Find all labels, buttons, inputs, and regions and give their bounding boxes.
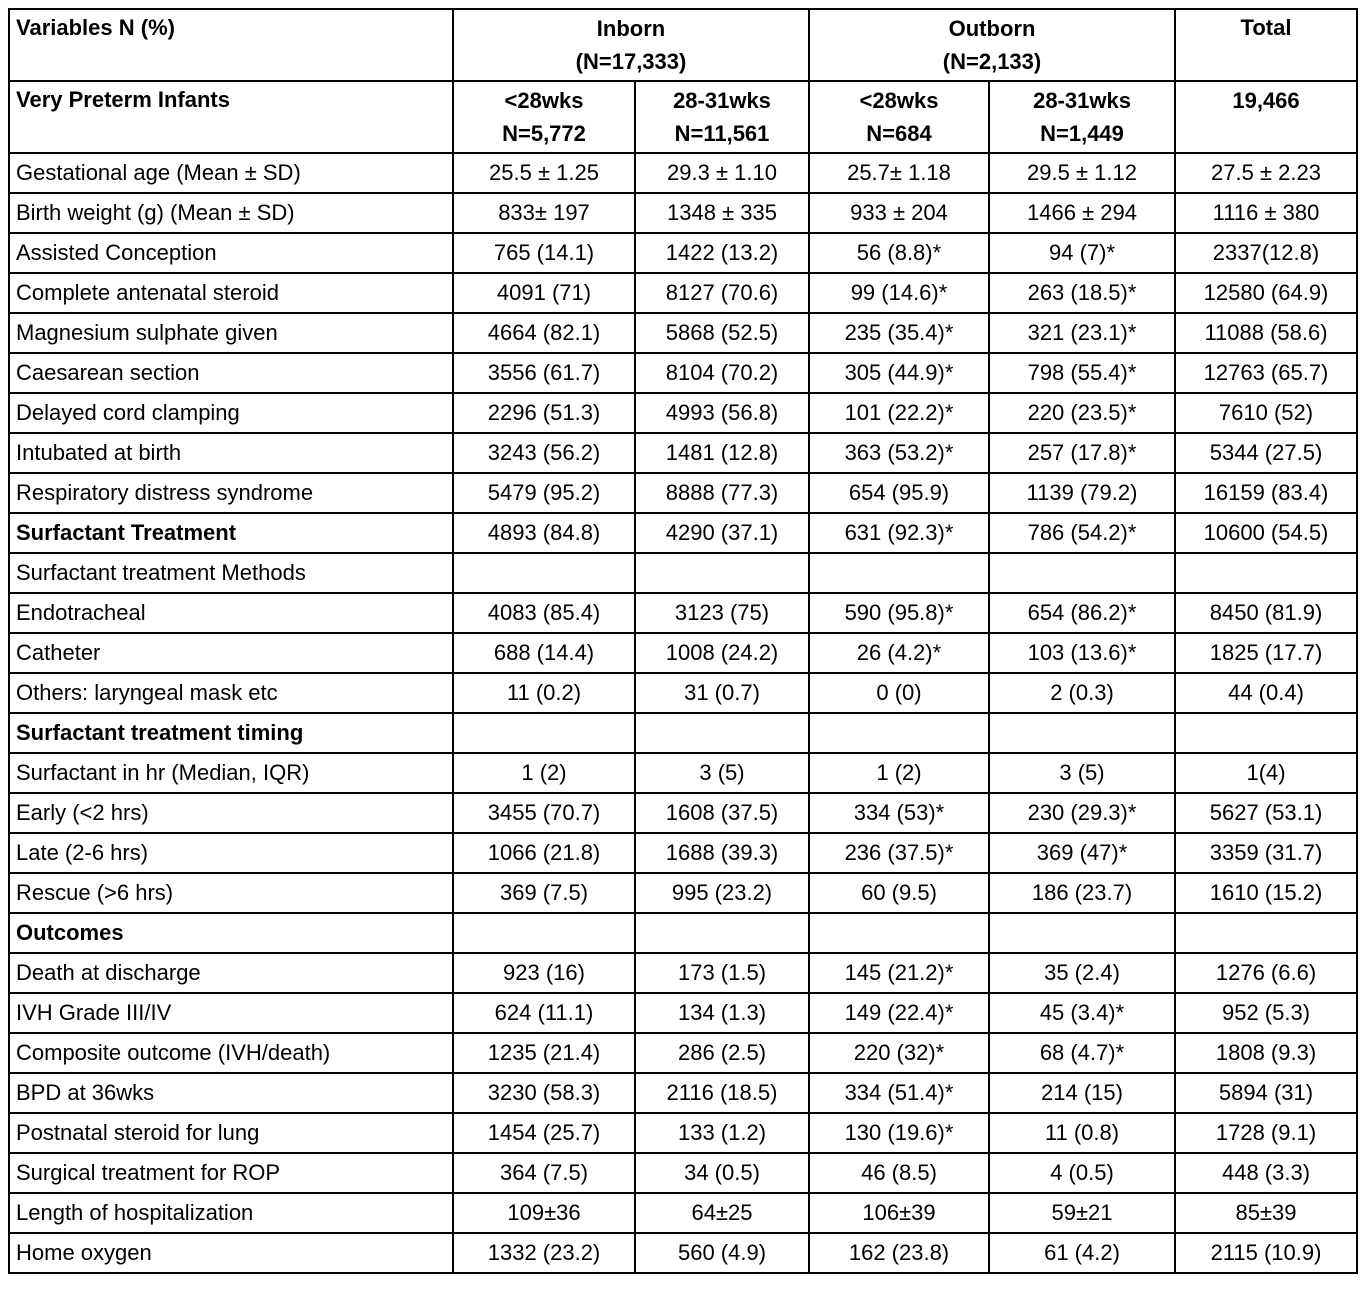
row-value: 560 (4.9) xyxy=(635,1233,809,1273)
row-label: Respiratory distress syndrome xyxy=(9,473,453,513)
row-value xyxy=(989,913,1175,953)
row-label: Magnesium sulphate given xyxy=(9,313,453,353)
row-value: 2 (0.3) xyxy=(989,673,1175,713)
row-value: 1139 (79.2) xyxy=(989,473,1175,513)
subheader-col-line1: 19,466 xyxy=(1232,88,1300,113)
row-value: 61 (4.2) xyxy=(989,1233,1175,1273)
row-value: 2115 (10.9) xyxy=(1175,1233,1357,1273)
subheader-label: Very Preterm Infants xyxy=(9,81,453,153)
row-value xyxy=(809,913,989,953)
row-value: 448 (3.3) xyxy=(1175,1153,1357,1193)
row-label: Outcomes xyxy=(9,913,453,953)
subheader-col-line1: 28-31wks xyxy=(673,88,771,113)
row-value: 786 (54.2)* xyxy=(989,513,1175,553)
row-value: 3455 (70.7) xyxy=(453,793,635,833)
header-outborn-n: (N=2,133) xyxy=(942,49,1042,74)
row-label: Surfactant Treatment xyxy=(9,513,453,553)
row-value: 933 ± 204 xyxy=(809,193,989,233)
row-label: Surgical treatment for ROP xyxy=(9,1153,453,1193)
row-value: 27.5 ± 2.23 xyxy=(1175,153,1357,193)
row-value: 60 (9.5) xyxy=(809,873,989,913)
subheader-col xyxy=(989,81,1175,153)
row-value: 236 (37.5)* xyxy=(809,833,989,873)
table-row xyxy=(9,1113,1357,1153)
row-value: 1454 (25.7) xyxy=(453,1113,635,1153)
row-value: 12580 (64.9) xyxy=(1175,273,1357,313)
row-label: Rescue (>6 hrs) xyxy=(9,873,453,913)
row-value: 952 (5.3) xyxy=(1175,993,1357,1033)
row-value: 2116 (18.5) xyxy=(635,1073,809,1113)
row-value: 5627 (53.1) xyxy=(1175,793,1357,833)
row-value: 1808 (9.3) xyxy=(1175,1033,1357,1073)
row-value: 334 (51.4)* xyxy=(809,1073,989,1113)
row-label: Assisted Conception xyxy=(9,233,453,273)
row-value: 130 (19.6)* xyxy=(809,1113,989,1153)
row-value: 134 (1.3) xyxy=(635,993,809,1033)
row-label: Surfactant treatment timing xyxy=(9,713,453,753)
subheader-col xyxy=(453,81,635,153)
subheader-col-line2: N=684 xyxy=(866,121,932,146)
row-label: Postnatal steroid for lung xyxy=(9,1113,453,1153)
row-value: 1332 (23.2) xyxy=(453,1233,635,1273)
row-value xyxy=(989,553,1175,593)
row-value xyxy=(453,713,635,753)
row-value: 263 (18.5)* xyxy=(989,273,1175,313)
row-value: 173 (1.5) xyxy=(635,953,809,993)
subheader-total xyxy=(1175,81,1357,153)
row-value: 798 (55.4)* xyxy=(989,353,1175,393)
row-value: 1481 (12.8) xyxy=(635,433,809,473)
header-outborn-label: Outborn xyxy=(948,16,1036,41)
subheader-row xyxy=(9,81,1357,153)
row-label: Intubated at birth xyxy=(9,433,453,473)
table-row xyxy=(9,1073,1357,1113)
row-value: 833± 197 xyxy=(453,193,635,233)
row-value: 220 (32)* xyxy=(809,1033,989,1073)
row-value: 2337(12.8) xyxy=(1175,233,1357,273)
table-row xyxy=(9,793,1357,833)
row-value: 1235 (21.4) xyxy=(453,1033,635,1073)
row-value: 321 (23.1)* xyxy=(989,313,1175,353)
table-row xyxy=(9,273,1357,313)
row-label: Others: laryngeal mask etc xyxy=(9,673,453,713)
table-row xyxy=(9,353,1357,393)
subheader-col-line2: N=11,561 xyxy=(674,121,770,146)
header-variables: Variables N (%) xyxy=(9,9,453,81)
row-label: IVH Grade III/IV xyxy=(9,993,453,1033)
subheader-col xyxy=(809,81,989,153)
row-value: 590 (95.8)* xyxy=(809,593,989,633)
row-value: 145 (21.2)* xyxy=(809,953,989,993)
header-inborn xyxy=(453,9,809,81)
row-value: 1608 (37.5) xyxy=(635,793,809,833)
row-value: 1 (2) xyxy=(809,753,989,793)
row-value: 4893 (84.8) xyxy=(453,513,635,553)
subheader-col-line1: 28-31wks xyxy=(1033,88,1131,113)
row-value: 99 (14.6)* xyxy=(809,273,989,313)
row-value: 5479 (95.2) xyxy=(453,473,635,513)
row-value: 1728 (9.1) xyxy=(1175,1113,1357,1153)
row-value: 109±36 xyxy=(453,1193,635,1233)
row-value: 101 (22.2)* xyxy=(809,393,989,433)
table-row xyxy=(9,633,1357,673)
row-value: 995 (23.2) xyxy=(635,873,809,913)
row-value: 8450 (81.9) xyxy=(1175,593,1357,633)
row-value: 624 (11.1) xyxy=(453,993,635,1033)
table-row xyxy=(9,953,1357,993)
table-body xyxy=(9,9,1357,1273)
row-value: 31 (0.7) xyxy=(635,673,809,713)
table-row xyxy=(9,873,1357,913)
row-value: 631 (92.3)* xyxy=(809,513,989,553)
table-row xyxy=(9,553,1357,593)
subheader-col-line2: N=1,449 xyxy=(1040,121,1124,146)
row-value: 286 (2.5) xyxy=(635,1033,809,1073)
row-value: 8127 (70.6) xyxy=(635,273,809,313)
row-value: 4290 (37.1) xyxy=(635,513,809,553)
row-label: Delayed cord clamping xyxy=(9,393,453,433)
row-value: 0 (0) xyxy=(809,673,989,713)
row-label: Caesarean section xyxy=(9,353,453,393)
row-label: Endotracheal xyxy=(9,593,453,633)
row-value: 654 (86.2)* xyxy=(989,593,1175,633)
row-value xyxy=(809,713,989,753)
row-value: 11 (0.2) xyxy=(453,673,635,713)
row-value: 85±39 xyxy=(1175,1193,1357,1233)
header-inborn-n: (N=17,333) xyxy=(575,49,687,74)
row-value: 56 (8.8)* xyxy=(809,233,989,273)
row-value: 59±21 xyxy=(989,1193,1175,1233)
table-row xyxy=(9,1153,1357,1193)
row-value: 1422 (13.2) xyxy=(635,233,809,273)
row-value: 1(4) xyxy=(1175,753,1357,793)
table-row xyxy=(9,513,1357,553)
row-value: 364 (7.5) xyxy=(453,1153,635,1193)
row-value: 8104 (70.2) xyxy=(635,353,809,393)
table-row xyxy=(9,673,1357,713)
table-row xyxy=(9,153,1357,193)
row-value: 46 (8.5) xyxy=(809,1153,989,1193)
row-value: 3556 (61.7) xyxy=(453,353,635,393)
row-value xyxy=(809,553,989,593)
row-value: 5344 (27.5) xyxy=(1175,433,1357,473)
header-row xyxy=(9,9,1357,81)
row-value: 305 (44.9)* xyxy=(809,353,989,393)
row-value: 7610 (52) xyxy=(1175,393,1357,433)
table-row xyxy=(9,833,1357,873)
row-value: 29.5 ± 1.12 xyxy=(989,153,1175,193)
row-value xyxy=(635,713,809,753)
row-value: 10600 (54.5) xyxy=(1175,513,1357,553)
table-row xyxy=(9,1233,1357,1273)
row-value: 369 (7.5) xyxy=(453,873,635,913)
row-value: 11088 (58.6) xyxy=(1175,313,1357,353)
subheader-col-line1: <28wks xyxy=(859,88,939,113)
row-value: 29.3 ± 1.10 xyxy=(635,153,809,193)
row-value: 162 (23.8) xyxy=(809,1233,989,1273)
table-row xyxy=(9,713,1357,753)
row-value: 45 (3.4)* xyxy=(989,993,1175,1033)
table-row xyxy=(9,433,1357,473)
table-row xyxy=(9,473,1357,513)
subheader-col xyxy=(635,81,809,153)
row-value: 149 (22.4)* xyxy=(809,993,989,1033)
table-row xyxy=(9,233,1357,273)
row-value: 3230 (58.3) xyxy=(453,1073,635,1113)
header-total: Total xyxy=(1175,9,1357,81)
row-label: Surfactant in hr (Median, IQR) xyxy=(9,753,453,793)
row-value: 654 (95.9) xyxy=(809,473,989,513)
subheader-col-line1: <28wks xyxy=(504,88,584,113)
table-row xyxy=(9,393,1357,433)
row-label: Catheter xyxy=(9,633,453,673)
row-value: 1825 (17.7) xyxy=(1175,633,1357,673)
row-value: 4083 (85.4) xyxy=(453,593,635,633)
table-row xyxy=(9,753,1357,793)
row-value xyxy=(453,553,635,593)
row-value: 1610 (15.2) xyxy=(1175,873,1357,913)
table-row xyxy=(9,1033,1357,1073)
row-value: 94 (7)* xyxy=(989,233,1175,273)
row-value xyxy=(1175,713,1357,753)
table-row xyxy=(9,913,1357,953)
header-outborn xyxy=(809,9,1175,81)
row-value: 4993 (56.8) xyxy=(635,393,809,433)
row-label: Complete antenatal steroid xyxy=(9,273,453,313)
row-value: 26 (4.2)* xyxy=(809,633,989,673)
row-value: 4091 (71) xyxy=(453,273,635,313)
row-value xyxy=(1175,553,1357,593)
row-value: 3243 (56.2) xyxy=(453,433,635,473)
row-value: 334 (53)* xyxy=(809,793,989,833)
row-value: 11 (0.8) xyxy=(989,1113,1175,1153)
row-value: 5868 (52.5) xyxy=(635,313,809,353)
row-value: 214 (15) xyxy=(989,1073,1175,1113)
row-value xyxy=(1175,913,1357,953)
row-value: 3359 (31.7) xyxy=(1175,833,1357,873)
row-value xyxy=(635,553,809,593)
row-value: 1 (2) xyxy=(453,753,635,793)
row-value xyxy=(989,713,1175,753)
row-value: 3123 (75) xyxy=(635,593,809,633)
row-value: 186 (23.7) xyxy=(989,873,1175,913)
row-value: 369 (47)* xyxy=(989,833,1175,873)
row-value: 235 (35.4)* xyxy=(809,313,989,353)
row-value: 230 (29.3)* xyxy=(989,793,1175,833)
row-value: 44 (0.4) xyxy=(1175,673,1357,713)
row-label: Length of hospitalization xyxy=(9,1193,453,1233)
row-value xyxy=(635,913,809,953)
row-label: BPD at 36wks xyxy=(9,1073,453,1113)
table-row xyxy=(9,193,1357,233)
row-value: 257 (17.8)* xyxy=(989,433,1175,473)
row-value: 1466 ± 294 xyxy=(989,193,1175,233)
row-label: Composite outcome (IVH/death) xyxy=(9,1033,453,1073)
row-value: 1008 (24.2) xyxy=(635,633,809,673)
row-value: 12763 (65.7) xyxy=(1175,353,1357,393)
row-value: 1348 ± 335 xyxy=(635,193,809,233)
row-value: 3 (5) xyxy=(635,753,809,793)
row-value: 25.5 ± 1.25 xyxy=(453,153,635,193)
table-row xyxy=(9,313,1357,353)
header-inborn-label: Inborn xyxy=(596,16,666,41)
row-value: 1116 ± 380 xyxy=(1175,193,1357,233)
data-table xyxy=(8,8,1358,1274)
row-value: 133 (1.2) xyxy=(635,1113,809,1153)
row-value: 220 (23.5)* xyxy=(989,393,1175,433)
row-value: 64±25 xyxy=(635,1193,809,1233)
row-value: 765 (14.1) xyxy=(453,233,635,273)
row-label: Home oxygen xyxy=(9,1233,453,1273)
row-label: Birth weight (g) (Mean ± SD) xyxy=(9,193,453,233)
row-value: 35 (2.4) xyxy=(989,953,1175,993)
row-value: 363 (53.2)* xyxy=(809,433,989,473)
row-value: 1066 (21.8) xyxy=(453,833,635,873)
row-label: Late (2-6 hrs) xyxy=(9,833,453,873)
row-value: 34 (0.5) xyxy=(635,1153,809,1193)
row-value: 103 (13.6)* xyxy=(989,633,1175,673)
row-label: Death at discharge xyxy=(9,953,453,993)
row-value: 688 (14.4) xyxy=(453,633,635,673)
row-value: 106±39 xyxy=(809,1193,989,1233)
table-row xyxy=(9,1193,1357,1233)
table-row xyxy=(9,993,1357,1033)
row-value: 8888 (77.3) xyxy=(635,473,809,513)
row-value: 4 (0.5) xyxy=(989,1153,1175,1193)
row-value: 4664 (82.1) xyxy=(453,313,635,353)
row-label: Early (<2 hrs) xyxy=(9,793,453,833)
row-value: 25.7± 1.18 xyxy=(809,153,989,193)
row-value: 16159 (83.4) xyxy=(1175,473,1357,513)
table-row xyxy=(9,593,1357,633)
row-value: 1688 (39.3) xyxy=(635,833,809,873)
row-label: Gestational age (Mean ± SD) xyxy=(9,153,453,193)
row-value: 5894 (31) xyxy=(1175,1073,1357,1113)
row-value: 3 (5) xyxy=(989,753,1175,793)
row-value xyxy=(453,913,635,953)
subheader-col-line2: N=5,772 xyxy=(502,121,586,146)
row-value: 2296 (51.3) xyxy=(453,393,635,433)
row-value: 68 (4.7)* xyxy=(989,1033,1175,1073)
row-label: Surfactant treatment Methods xyxy=(9,553,453,593)
row-value: 923 (16) xyxy=(453,953,635,993)
row-value: 1276 (6.6) xyxy=(1175,953,1357,993)
